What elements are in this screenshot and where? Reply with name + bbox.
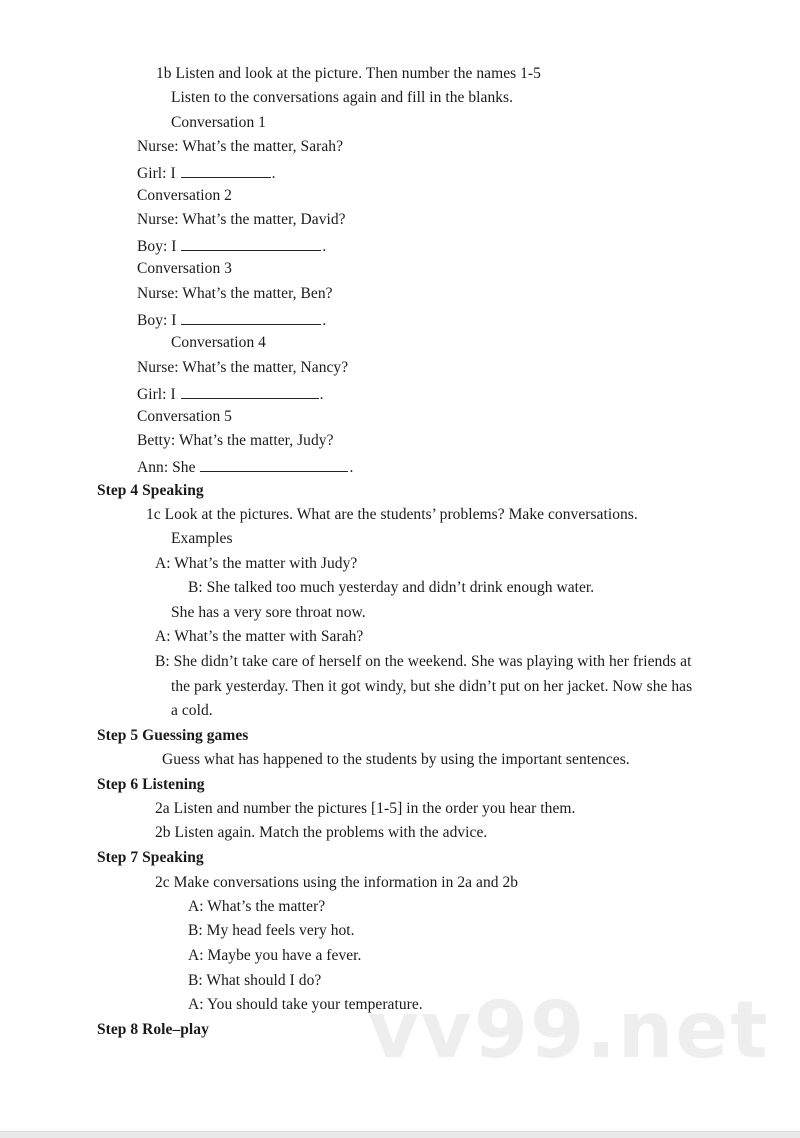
conversation-heading: Conversation 3 [137,260,232,277]
dialogue-line: Nurse: What’s the matter, David? [137,211,346,228]
instruction-line: Guess what has happened to the students by using the important sentences. [162,751,630,768]
answer-blank [181,162,271,178]
dialogue-line: Nurse: What’s the matter, Sarah? [137,138,343,155]
fill-blank-line [137,235,326,257]
dialogue-line: Nurse: What’s the matter, Nancy? [137,359,349,376]
fill-blank-line [137,309,326,331]
speaker-text: Girl: I [137,386,176,403]
instruction-line: Listen to the conversations again and fill in the blanks. [171,89,514,106]
example-line: A: What’s the matter with Sarah? [155,628,364,645]
fill-blank-line [137,383,324,405]
conversation-heading: Conversation 4 [171,334,266,351]
speaker-text: Boy: I [137,312,177,329]
conversation-heading: Conversation 2 [137,187,232,204]
example-line: A: Maybe you have a fever. [188,947,362,964]
fill-blank-line [137,456,353,478]
step-6-heading: Step 6 Listening [97,776,205,793]
activity-1c-instruction: 1c Look at the pictures. What are the students’ problems? Make conversations. [146,506,638,523]
example-line: the park yesterday. Then it got windy, but she didn’t put on her jacket. Now she has [171,678,693,695]
period: . [271,165,276,182]
activity-2a-instruction: 2a Listen and number the pictures [1-5] in the order you hear them. [155,800,576,817]
period: . [322,238,327,255]
answer-blank [181,309,321,325]
examples-label: Examples [171,530,233,547]
period: . [349,459,354,476]
step-4-heading: Step 4 Speaking [97,482,204,499]
speaker-text: Girl: I [137,165,176,182]
dialogue-line: Nurse: What’s the matter, Ben? [137,285,333,302]
speaker-text: Ann: She [137,459,196,476]
example-line: B: My head feels very hot. [188,922,355,939]
example-line: a cold. [171,702,213,719]
period: . [322,312,327,329]
step-7-heading: Step 7 Speaking [97,849,204,866]
watermark: vv99.net [368,986,770,1076]
activity-2c-instruction: 2c Make conversations using the information in 2a and 2b [155,874,519,891]
example-line: A: What’s the matter? [188,898,326,915]
conversation-heading: Conversation 5 [137,408,232,425]
activity-2b-instruction: 2b Listen again. Match the problems with the advice. [155,824,488,841]
answer-blank [200,456,348,472]
period: . [319,386,324,403]
step-8-heading: Step 8 Role–play [97,1021,209,1038]
activity-1b-instruction: 1b Listen and look at the picture. Then number the names 1-5 [156,65,541,82]
example-line: She has a very sore throat now. [171,604,366,621]
example-line: B: She talked too much yesterday and didn’t drink enough water. [188,579,595,596]
dialogue-line: Betty: What’s the matter, Judy? [137,432,334,449]
step-5-heading: Step 5 Guessing games [97,727,249,744]
conversation-heading: Conversation 1 [171,114,266,131]
example-line: B: What should I do? [188,972,322,989]
fill-blank-line [137,162,276,184]
answer-blank [181,235,321,251]
example-line: A: What’s the matter with Judy? [155,555,358,572]
speaker-text: Boy: I [137,238,177,255]
example-line: B: She didn’t take care of herself on the weekend. She was playing with her friends at [155,653,692,670]
answer-blank [181,383,319,399]
example-line: A: You should take your temperature. [188,996,423,1013]
